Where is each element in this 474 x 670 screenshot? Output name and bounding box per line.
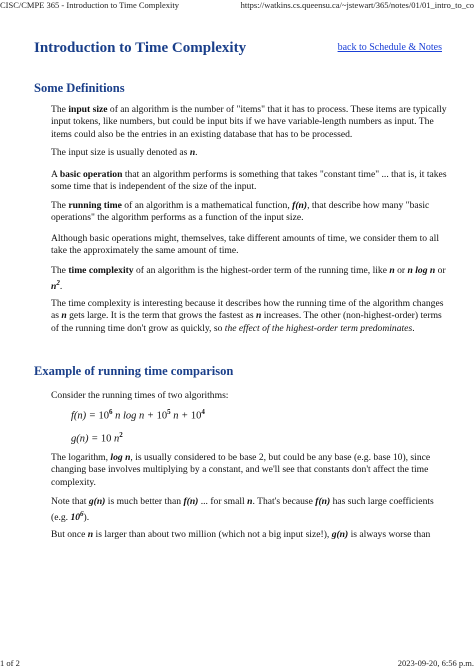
- page-counter: 1 of 2: [0, 658, 20, 668]
- math-ten-to-six: $10^6$: [70, 510, 84, 524]
- emphasis-predominates: the effect of the highest-order term predominates: [224, 322, 413, 334]
- term-time-complexity: time complexity: [68, 265, 134, 276]
- math-n: n: [189, 147, 196, 158]
- math-g-of-n: g(n): [331, 529, 349, 540]
- formula-g-of-n: g(n) = 10 $n^2$: [71, 431, 123, 445]
- term-running-time: running time: [68, 200, 122, 211]
- section-heading-example: Example of running time comparison: [34, 364, 234, 378]
- math-n-squared: $n^2$: [51, 279, 60, 293]
- math-n: n: [389, 265, 395, 276]
- term-input-size: input size: [68, 104, 108, 115]
- paragraph-logarithm: The logarithm, log n, is usually considered to be base 2, but could be any base (e.g. base 10), since changing base involves multiplying by a constant, and we'll see that constants don't affect the time complexity.: [51, 452, 431, 488]
- math-f-of-n: f(n): [315, 496, 331, 507]
- math-n-log-n: n log n: [407, 265, 436, 276]
- term-basic-operation: basic operation: [59, 169, 123, 180]
- math-n: n: [256, 310, 262, 322]
- paragraph-consider: Consider the running times of two algorithms:: [51, 390, 229, 401]
- print-timestamp: 2023-09-20, 6:56 p.m.: [397, 658, 474, 668]
- math-n: n: [247, 496, 253, 507]
- paragraph-complexity-growth: The time complexity is interesting because it describes how the running time of the algorithm changes as n gets large. It is the term that grows the fastest as n increases. The other (non-highest-order) terms of the running time don't grow as quickly, so the effect of the highest-order term predominates.: [51, 298, 444, 334]
- paragraph-two-million: But once n is larger than about two million (which not a big input size!), g(n) is always worse than: [51, 529, 431, 540]
- paragraph-input-notation: The input size is usually denoted as n.: [51, 147, 198, 158]
- page-title: Introduction to Time Complexity: [34, 40, 247, 56]
- paragraph-running-time: The running time of an algorithm is a mathematical function, f(n), that describe how many "basic operations" the algorithm performs as a function of the input size.: [51, 200, 430, 224]
- math-f-of-n: f(n): [183, 496, 199, 507]
- formula-f-of-n: $f(n) = 10^6$ n $\log n + 10^5$ $n + 10^4$: [71, 408, 205, 422]
- paragraph-time-complexity: The time complexity of an algorithm is the highest-order term of the running time, like n or n log n or $n^2$.: [51, 265, 446, 293]
- paragraph-input-size: The input size of an algorithm is the number of "items" that it has to process. These items are typically input tokens, like numbers, but could be input bits if we have variable-length numbers as input. The items could also be the entries in an existing database that has to be processed.: [51, 104, 447, 140]
- paragraph-basic-operation: A basic operation that an algorithm performs is something that takes "constant time" ... that is, it takes some time that is independent of the size of the input.: [51, 169, 447, 193]
- back-to-schedule-link[interactable]: back to Schedule & Notes: [337, 42, 442, 53]
- math-g-of-n: g(n): [88, 496, 106, 507]
- print-footer: [0, 658, 474, 670]
- paragraph-g-better: Note that g(n) is much better than f(n) ... for small n. That's because f(n) has such large coefficients (e.g. $10^6$).: [51, 496, 434, 524]
- paragraph-approximate-time: Although basic operations might, themselves, take different amounts of time, we consider them to all take the approximately the same amount of time.: [51, 233, 440, 257]
- math-n: n: [61, 310, 67, 322]
- print-header-url: https://watkins.cs.queensu.ca/~jstewart/365/notes/01/01_intro_to_co: [240, 0, 474, 10]
- print-header-title: CISC/CMPE 365 - Introduction to Time Complexity: [0, 0, 179, 10]
- math-f-of-n: f(n): [292, 200, 308, 211]
- print-header: [0, 0, 474, 12]
- math-log-n: log n: [110, 452, 131, 463]
- math-n: n: [87, 529, 94, 540]
- section-heading-definitions: Some Definitions: [34, 81, 125, 95]
